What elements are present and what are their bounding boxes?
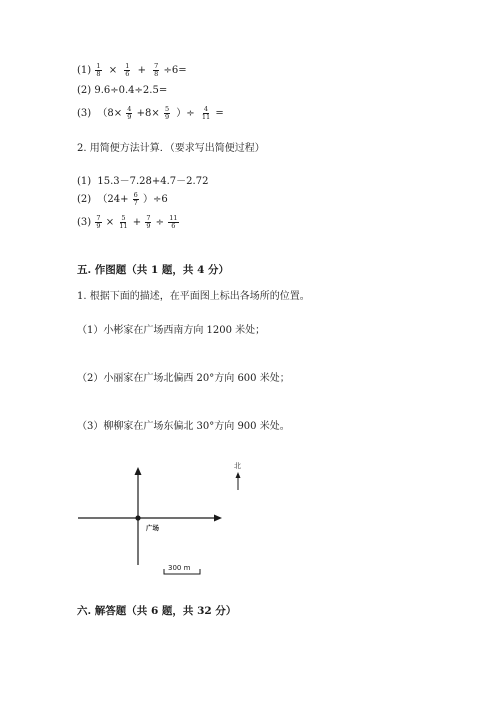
fraction: $\frac{7}{9}$ [96,214,101,230]
fraction: $\frac{1}{8}$ [96,62,101,78]
scale-label: 300 m [168,564,191,572]
drawing-item-3: （3）柳柳家在广场东偏北 30°方向 900 米处。 [77,421,290,432]
calc-item-2-3: (3) $\frac{7}{9}$ × $\frac{5}{11}$ + $\frac{7}{9}$ ÷ $\frac{11}{6}$ [77,214,178,230]
calc-item-1: (1) $\frac{1}{8}$ × $\frac{1}{6}$ + $\frac{7}{8}$ ÷6= [77,62,187,78]
fraction: $\frac{5}{11}$ [119,214,128,230]
east-arrow-icon [214,515,222,522]
fraction: $\frac{1}{6}$ [125,62,130,78]
drawing-item-1: （1）小彬家在广场西南方向 1200 米处； [77,325,266,336]
section-5-heading: 五. 作图题（共 1 题，共 4 分） [77,264,230,276]
position-diagram [0,455,500,585]
fraction: $\frac{7}{9}$ [146,214,151,230]
north-arrow-icon [236,472,241,478]
section-6-heading: 六. 解答题（共 6 题，共 32 分） [77,605,237,617]
plaza-point [135,515,140,520]
fraction: $\frac{7}{8}$ [154,62,159,78]
part2-title: 2. 用简便方法计算．（要求写出简便过程） [77,143,265,154]
north-label: 北 [234,462,241,470]
fraction: $\frac{5}{9}$ [164,105,170,121]
fraction: $\frac{6}{7}$ [133,191,138,207]
fraction: $\frac{11}{6}$ [169,214,178,230]
up-arrow-icon [135,467,142,475]
calc-item-3: (3) （8× $\frac{4}{9}$ +8× $\frac{5}{9}$ ）÷ $\frac{4}{11}$ = [77,105,224,121]
fraction: $\frac{4}{11}$ [201,105,211,121]
fraction: $\frac{4}{9}$ [127,105,132,121]
drawing-item-2: （2）小丽家在广场北偏西 20°方向 600 米处； [77,373,290,384]
plaza-label: 广场 [146,524,159,532]
calc-item-2-2: (2) （24+ $\frac{6}{7}$ ）÷6 [77,191,168,207]
calc-item-2-1: (1) 15.3－7.28+4.7－2.72 [77,176,209,187]
drawing-question: 1. 根据下面的描述，在平面图上标出各场所的位置。 [77,291,310,302]
calc-item-2: (2) 9.6÷0.4÷2.5= [77,85,168,96]
